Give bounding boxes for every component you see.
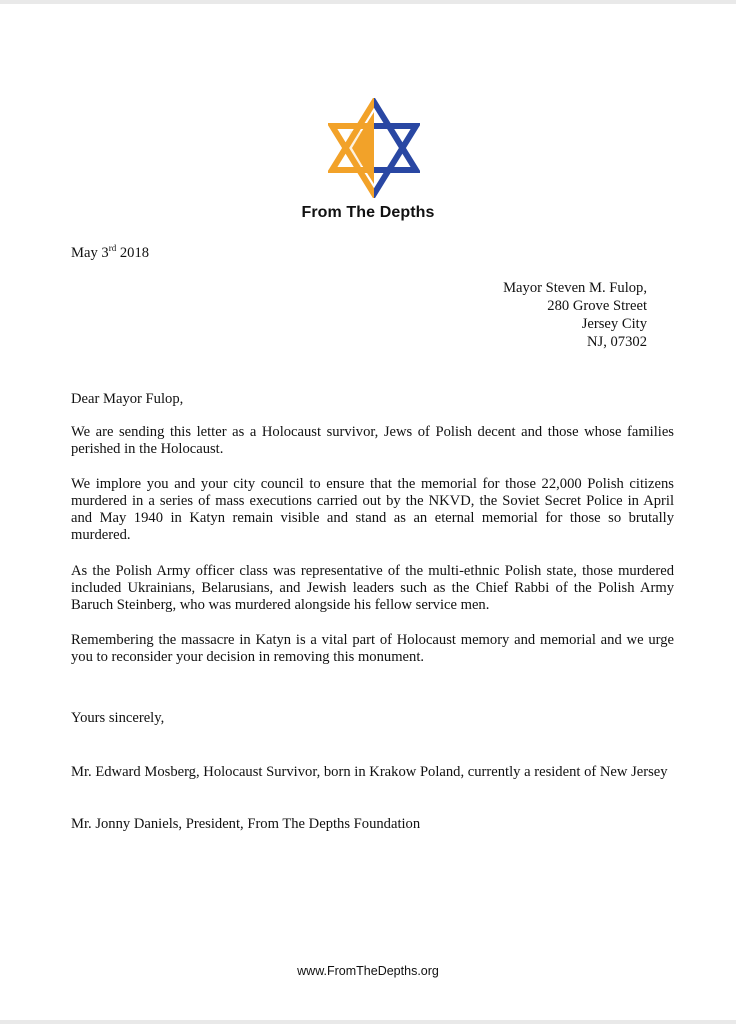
letter-date <box>71 245 149 262</box>
salutation: Dear Mayor Fulop, <box>71 391 184 407</box>
recipient-state-zip: NJ, 07302 <box>587 334 647 350</box>
letter-page <box>0 4 736 1020</box>
recipient-street: 280 Grove Street <box>547 298 647 314</box>
recipient-address <box>503 280 647 352</box>
date-month-day: May 3 <box>71 245 109 261</box>
date-year: 2018 <box>119 245 150 261</box>
star-of-david-icon <box>328 98 420 198</box>
recipient-city: Jersey City <box>581 316 647 332</box>
body-paragraph: We implore you and your city council to ensure that the memorial for those 22,000 Polish citizens murdered in a series of mass executions carried out by the NKVD, the Soviet Secret Police in April and May 1940 in Katyn remain visible and stand as an eternal memorial for those so brutally murdered. <box>71 476 674 543</box>
body-paragraph: Remembering the massacre in Katyn is a vital part of Holocaust memory and memorial and we urge you to reconsider your decision in removing this monument. <box>71 632 674 665</box>
recipient-name: Mayor Steven M. Fulop, <box>503 280 647 296</box>
closing: Yours sincerely, <box>71 710 165 726</box>
organization-name: From The Depths <box>301 204 435 221</box>
body-paragraph: As the Polish Army officer class was representative of the multi-ethnic Polish state, those murdered included Ukrainians, Belarusians, and Jewish leaders such as the Chief Rabbi of the Polish Army Baruch Steinberg, who was murdered alongside his fellow service men. <box>71 563 674 613</box>
signatory: Mr. Jonny Daniels, President, From The Depths Foundation <box>71 816 421 832</box>
body-paragraph: We are sending this letter as a Holocaust survivor, Jews of Polish decent and those whose families perished in the Holocaust. <box>71 424 674 457</box>
signatory: Mr. Edward Mosberg, Holocaust Survivor, born in Krakow Poland, currently a resident of New Jersey <box>71 764 668 780</box>
footer-website: www.FromTheDepths.org <box>297 964 439 978</box>
date-suffix: rd <box>108 243 117 253</box>
